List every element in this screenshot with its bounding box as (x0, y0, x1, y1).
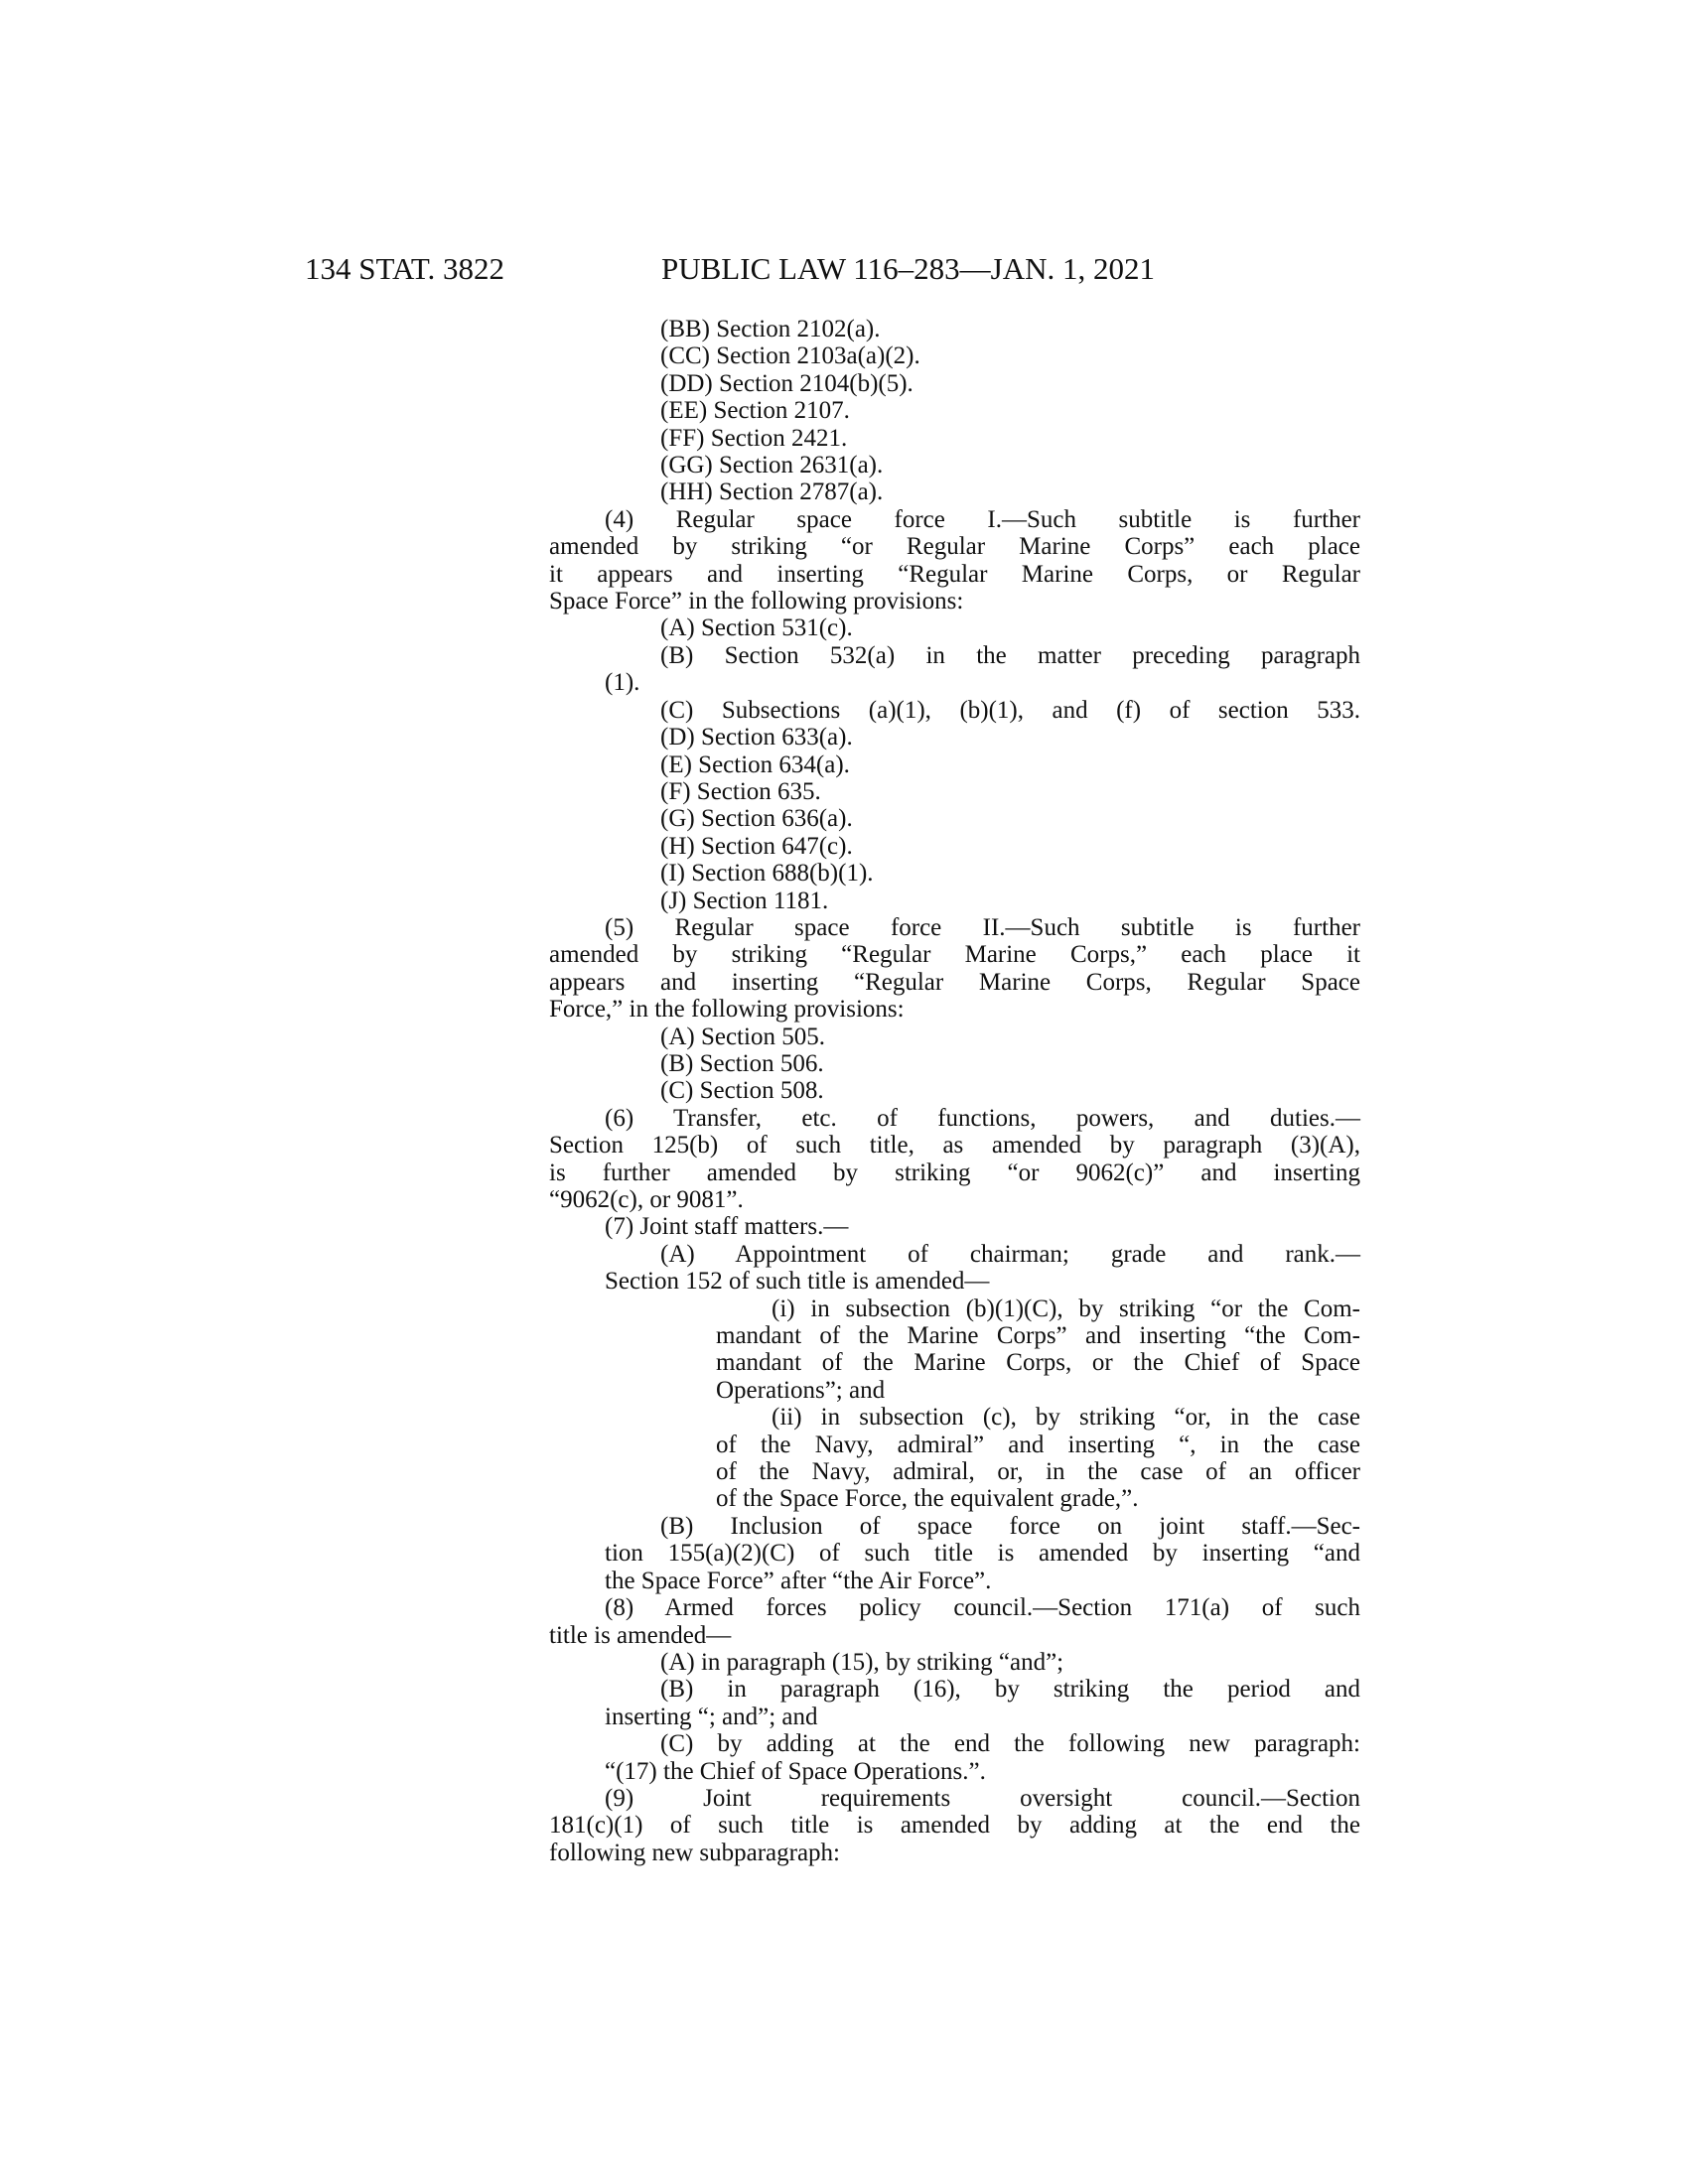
text-line: (8) Armed forces policy council.—Section 171(a) of such (605, 1594, 1360, 1622)
text-line: (C) Subsections (a)(1), (b)(1), and (f) of section 533. (660, 696, 1360, 724)
text-line: “(17) the Chief of Space Operations.”. (605, 1757, 986, 1785)
text-line: (EE) Section 2107. (660, 397, 850, 425)
text-line: (9) Joint requirements oversight council.—Section (605, 1784, 1360, 1812)
text-line: (D) Section 633(a). (660, 724, 853, 751)
text-line: (B) in paragraph (16), by striking the period and (660, 1676, 1360, 1704)
text-line: (B) Section 532(a) in the matter preceding paragraph (660, 641, 1360, 669)
text-line: (A) Section 505. (660, 1023, 825, 1050)
text-line: (C) by adding at the end the following new paragraph: (660, 1730, 1360, 1758)
text-line: amended by striking “or Regular Marine Corps” each place (549, 533, 1360, 561)
text-line: Operations”; and (716, 1376, 886, 1404)
statute-text (549, 316, 1360, 1866)
text-line: (HH) Section 2787(a). (660, 478, 884, 506)
text-line: (B) Inclusion of space force on joint staff.—Sec- (660, 1512, 1360, 1540)
text-line: of the Space Force, the equivalent grade,”. (716, 1485, 1139, 1513)
text-line: (A) Appointment of chairman; grade and rank.— (660, 1240, 1360, 1268)
text-line: (A) Section 531(c). (660, 614, 853, 642)
text-line: (1). (605, 669, 640, 697)
text-line: is further amended by striking “or 9062(c)” and inserting (549, 1159, 1360, 1186)
text-line: following new subparagraph: (549, 1839, 840, 1866)
text-line: (ii) in subsection (c), by striking “or, in the case (772, 1404, 1360, 1432)
text-line: 181(c)(1) of such title is amended by adding at the end the (549, 1812, 1360, 1840)
text-line: (DD) Section 2104(b)(5). (660, 369, 914, 397)
text-line: title is amended— (549, 1621, 732, 1649)
text-line: Section 152 of such title is amended— (605, 1268, 990, 1296)
text-line: (GG) Section 2631(a). (660, 452, 884, 479)
text-line: the Space Force” after “the Air Force”. (605, 1567, 992, 1594)
text-line: (F) Section 635. (660, 777, 821, 805)
text-line: inserting “; and”; and (605, 1703, 818, 1730)
text-line: (6) Transfer, etc. of functions, powers, and duties.— (605, 1104, 1360, 1132)
text-line: Section 125(b) of such title, as amended by paragraph (3)(A), (549, 1132, 1360, 1160)
text-line: “9062(c), or 9081”. (549, 1186, 744, 1213)
text-line: tion 155(a)(2)(C) of such title is amended by inserting “and (605, 1540, 1360, 1568)
text-line: (J) Section 1181. (660, 887, 829, 914)
text-line: (FF) Section 2421. (660, 424, 848, 452)
text-line: (7) Joint staff matters.— (605, 1213, 849, 1241)
text-line: (i) in subsection (b)(1)(C), by striking “or the Com- (772, 1295, 1360, 1322)
text-line: (CC) Section 2103a(a)(2). (660, 342, 920, 370)
text-line: of the Navy, admiral” and inserting “, in the case (716, 1431, 1360, 1458)
text-line: (E) Section 634(a). (660, 751, 850, 778)
text-line: (B) Section 506. (660, 1049, 824, 1077)
text-line: Space Force” in the following provisions: (549, 588, 964, 615)
public-law-title: PUBLIC LAW 116–283—JAN. 1, 2021 (661, 251, 1155, 286)
text-line: (4) Regular space force I.—Such subtitle is further (605, 505, 1360, 533)
text-line: mandant of the Marine Corps, or the Chief of Space (716, 1349, 1360, 1377)
text-line: (BB) Section 2102(a). (660, 316, 881, 342)
text-line: appears and inserting “Regular Marine Corps, Regular Space (549, 968, 1360, 996)
text-line: (A) in paragraph (15), by striking “and”; (660, 1648, 1064, 1676)
text-line: of the Navy, admiral, or, in the case of an officer (716, 1458, 1360, 1486)
text-line: amended by striking “Regular Marine Corps,” each place it (549, 941, 1360, 969)
text-line: (C) Section 508. (660, 1077, 824, 1105)
text-line: (H) Section 647(c). (660, 832, 853, 860)
text-line: mandant of the Marine Corps” and inserting “the Com- (716, 1322, 1360, 1350)
text-line: (I) Section 688(b)(1). (660, 860, 874, 887)
text-line: it appears and inserting “Regular Marine Corps, or Regular (549, 560, 1360, 588)
text-line: (G) Section 636(a). (660, 805, 853, 833)
text-line: (5) Regular space force II.—Such subtitle is further (605, 913, 1360, 941)
page-header (0, 249, 1688, 289)
stat-reference: 134 STAT. 3822 (305, 251, 505, 286)
text-line: Force,” in the following provisions: (549, 996, 905, 1024)
